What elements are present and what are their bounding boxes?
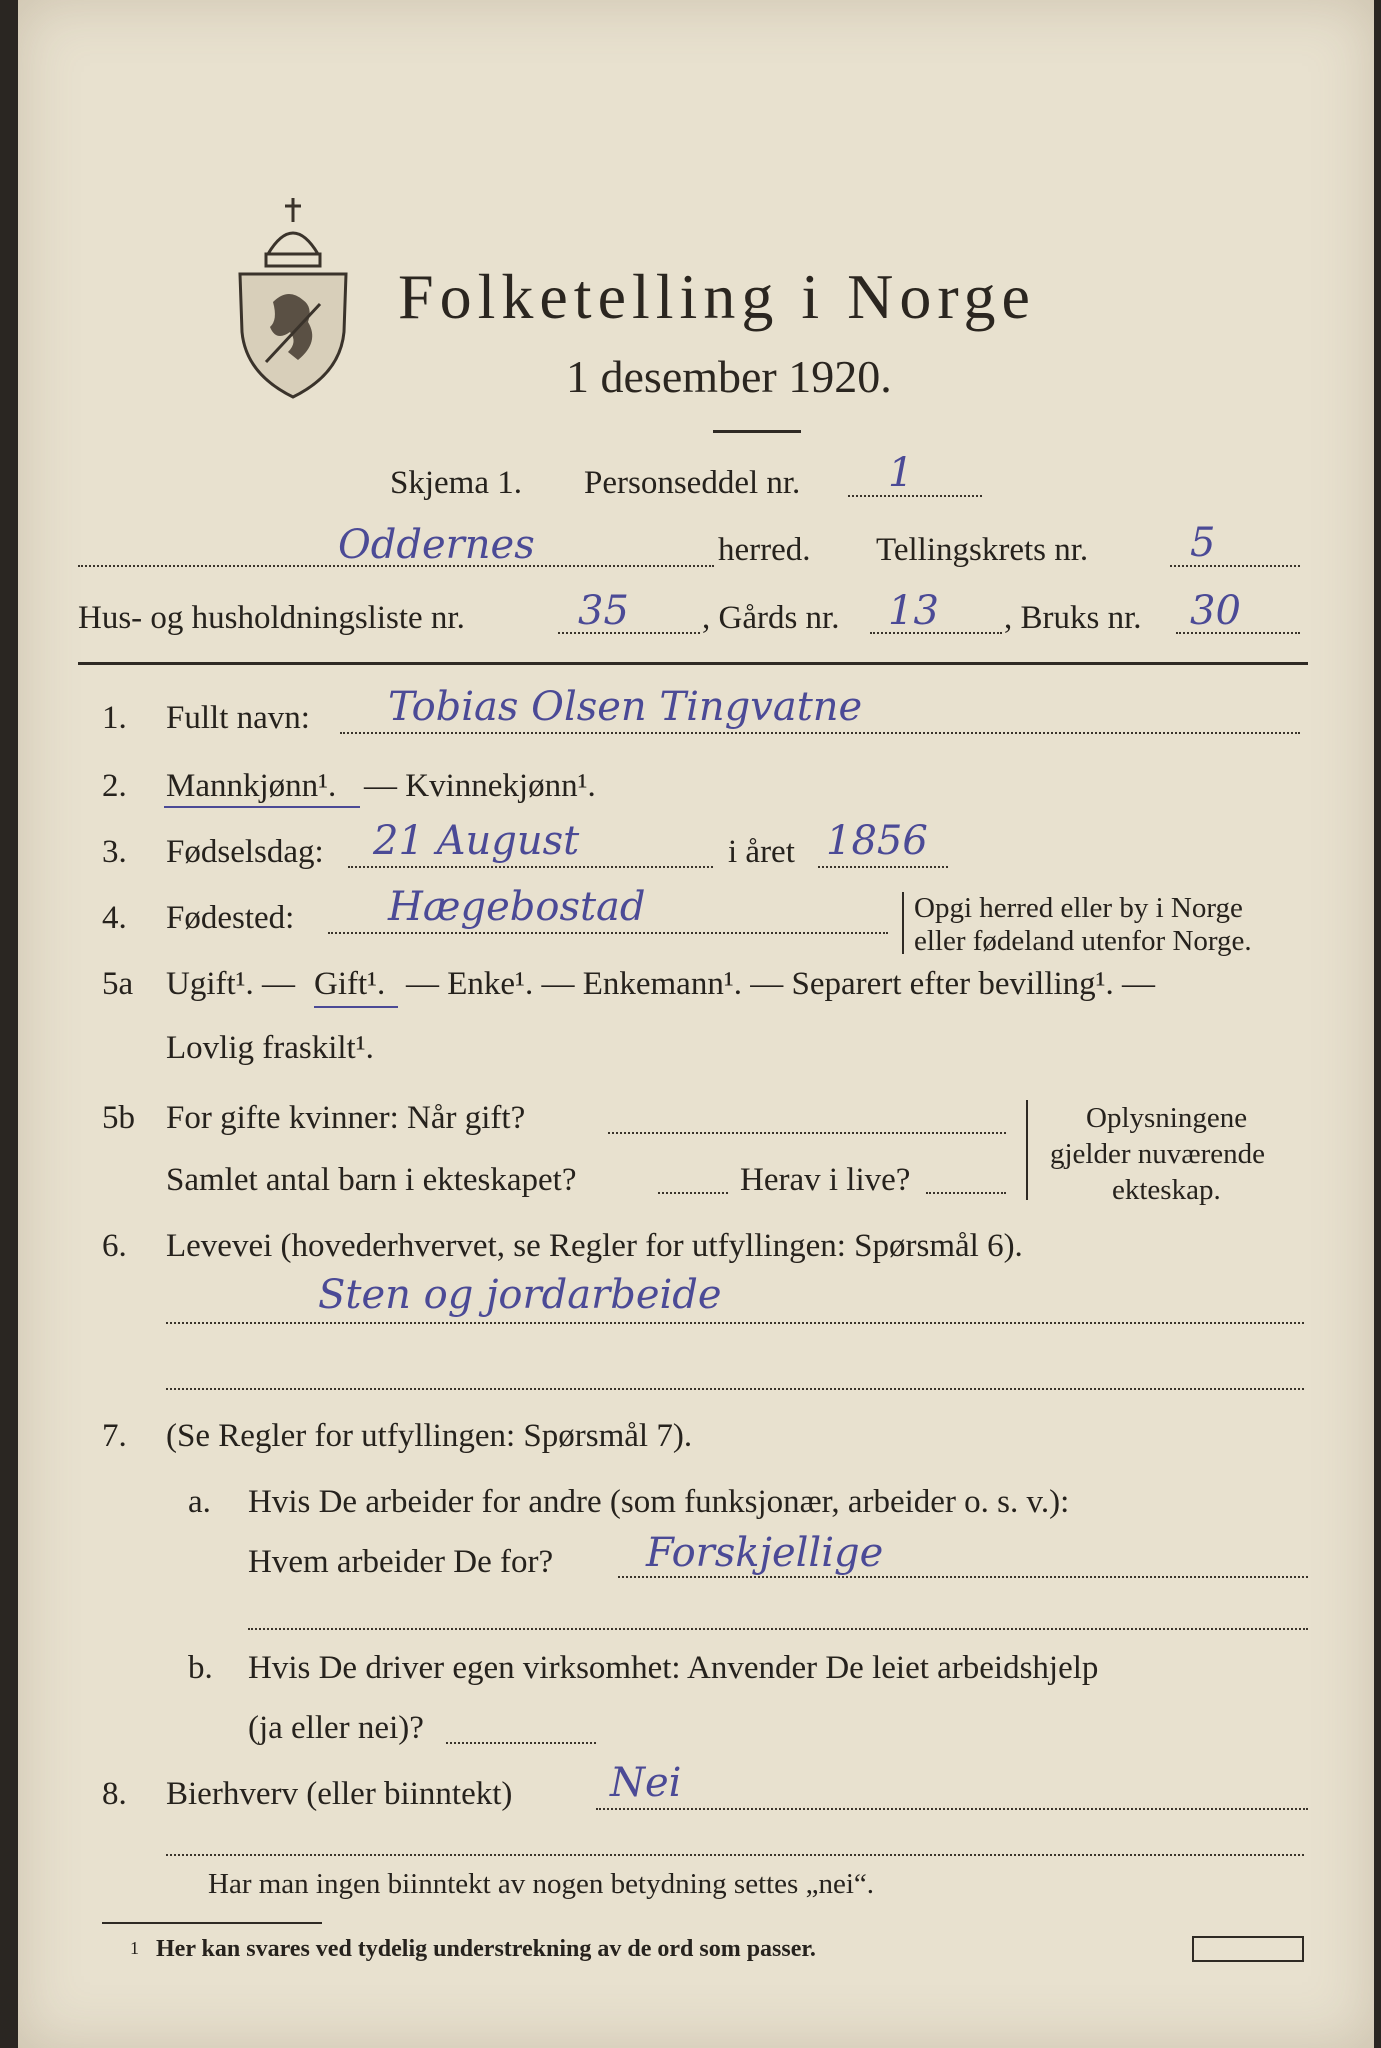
q8-side-income-value[interactable]: Nei — [610, 1760, 682, 1806]
q7a-dotted-line-2 — [248, 1628, 1308, 1630]
q7a-employer-value[interactable]: Forskjellige — [646, 1530, 884, 1576]
footnote-mark: 1 — [130, 1938, 139, 1958]
personseddel-dotted-line — [848, 495, 982, 497]
q4-dotted-line — [328, 932, 888, 934]
footnote-text: Her kan svares ved tydelig understrekning av de ord som passer. — [156, 1936, 816, 1962]
q6-occupation-value[interactable]: Sten og jordarbeide — [318, 1272, 722, 1318]
q6-number: 6. — [102, 1228, 127, 1264]
q1-full-name-value[interactable]: Tobias Olsen Tingvatne — [388, 684, 863, 730]
q5b-children-dotted-line — [658, 1192, 728, 1194]
q5b-children-label: Samlet antal barn i ekteskapet? — [166, 1162, 577, 1198]
q2-number: 2. — [102, 768, 127, 804]
herred-value[interactable]: Oddernes — [338, 522, 535, 568]
footer-note: Har man ingen biinntekt av nogen betydning settes „nei“. — [208, 1868, 875, 1900]
norwegian-coat-of-arms-icon — [228, 192, 358, 402]
q6-dotted-line-2 — [166, 1388, 1304, 1390]
q7-number: 7. — [102, 1418, 127, 1454]
q7b-letter: b. — [188, 1650, 213, 1686]
header-divider — [78, 662, 1308, 665]
form-title: Folketelling i Norge — [398, 261, 1036, 332]
q2-male-option[interactable]: Mannkjønn¹. — [166, 768, 337, 804]
q4-note-brace — [902, 892, 904, 954]
q3-year-value[interactable]: 1856 — [826, 818, 928, 864]
q7a-label: Hvis De arbeider for andre (som funksjonær, arbeider o. s. v.): — [248, 1484, 1070, 1520]
hus-label: Hus- og husholdningsliste nr. — [78, 600, 465, 636]
footer-dotted-divider — [166, 1854, 1304, 1856]
q1-dotted-line — [340, 732, 1300, 734]
q7a-letter: a. — [188, 1484, 211, 1520]
q3-year-dotted-line — [818, 866, 948, 868]
bruks-value[interactable]: 30 — [1190, 588, 1241, 634]
q7-label: (Se Regler for utfyllingen: Spørsmål 7). — [166, 1418, 693, 1454]
q5b-note-line1: Oplysningene — [1086, 1102, 1248, 1134]
q8-dotted-line — [596, 1808, 1308, 1810]
herred-label: herred. — [718, 532, 811, 568]
skjema-label: Skjema 1. — [390, 465, 522, 501]
q7b-dotted-line — [446, 1742, 596, 1744]
q6-dotted-line-1 — [166, 1322, 1304, 1324]
q5b-when-married-dotted-line — [608, 1132, 1006, 1134]
q5a-unmarried-option[interactable]: Ugift¹. — — [166, 966, 296, 1002]
footnote-divider — [102, 1922, 322, 1924]
q3-year-label: i året — [728, 834, 795, 870]
q5b-note-line2: gjelder nuværende — [1050, 1138, 1266, 1170]
q1-label: Fullt navn: — [166, 700, 310, 736]
q4-number: 4. — [102, 900, 127, 936]
hus-value[interactable]: 35 — [578, 588, 629, 634]
q7a-employer-dotted-line — [618, 1576, 1308, 1578]
q7a-employer-label: Hvem arbeider De for? — [248, 1544, 554, 1580]
census-form-sheet — [18, 0, 1374, 2048]
q4-note-line1: Opgi herred eller by i Norge — [914, 892, 1243, 924]
q3-birthday-value[interactable]: 21 August — [373, 818, 580, 864]
q7b-hired-help-label: (ja eller nei)? — [248, 1710, 424, 1746]
q6-label: Levevei (hovederhvervet, se Regler for utfyllingen: Spørsmål 6). — [166, 1228, 1023, 1264]
q5a-other-options[interactable]: — Enke¹. — Enkemann¹. — Separert efter bevilling¹. — — [406, 966, 1156, 1002]
q3-label: Fødselsdag: — [166, 834, 324, 870]
q3-number: 3. — [102, 834, 127, 870]
q1-number: 1. — [102, 700, 127, 736]
q2-male-underline-mark — [164, 806, 360, 808]
q4-birthplace-value[interactable]: Hægebostad — [388, 884, 646, 930]
gards-label: , Gårds nr. — [702, 600, 840, 636]
title-divider — [713, 430, 801, 433]
gards-value[interactable]: 13 — [888, 588, 939, 634]
tellingskrets-value[interactable]: 5 — [1190, 520, 1216, 566]
q5b-alive-dotted-line — [926, 1192, 1006, 1194]
q3-dotted-line — [348, 866, 713, 868]
q5a-divorced-option[interactable]: Lovlig fraskilt¹. — [166, 1030, 374, 1066]
q8-number: 8. — [102, 1776, 127, 1812]
q8-label: Bierhverv (eller biinntekt) — [166, 1776, 513, 1812]
tellingskrets-label: Tellingskrets nr. — [876, 532, 1089, 568]
printer-stamp — [1192, 1936, 1304, 1962]
q5b-alive-label: Herav i live? — [740, 1162, 911, 1198]
q5b-note-brace — [1026, 1100, 1028, 1200]
q4-note-line2: eller fødeland utenfor Norge. — [914, 925, 1252, 957]
q5b-when-married-label: For gifte kvinner: Når gift? — [166, 1100, 526, 1136]
personseddel-value[interactable]: 1 — [888, 450, 914, 496]
q5b-number: 5b — [102, 1100, 135, 1136]
q7b-label: Hvis De driver egen virksomhet: Anvender De leiet arbeidshjelp — [248, 1650, 1099, 1686]
q5b-note-line3: ekteskap. — [1112, 1174, 1221, 1206]
q4-label: Fødested: — [166, 900, 295, 936]
q5a-married-underline-mark — [314, 1006, 398, 1008]
q5a-married-option[interactable]: Gift¹. — [314, 966, 386, 1002]
census-date: 1 desember 1920. — [566, 351, 892, 402]
personseddel-label: Personseddel nr. — [584, 465, 801, 501]
bruks-label: , Bruks nr. — [1004, 600, 1142, 636]
q2-female-option[interactable]: — Kvinnekjønn¹. — [364, 768, 596, 804]
q5a-number: 5a — [102, 966, 134, 1002]
